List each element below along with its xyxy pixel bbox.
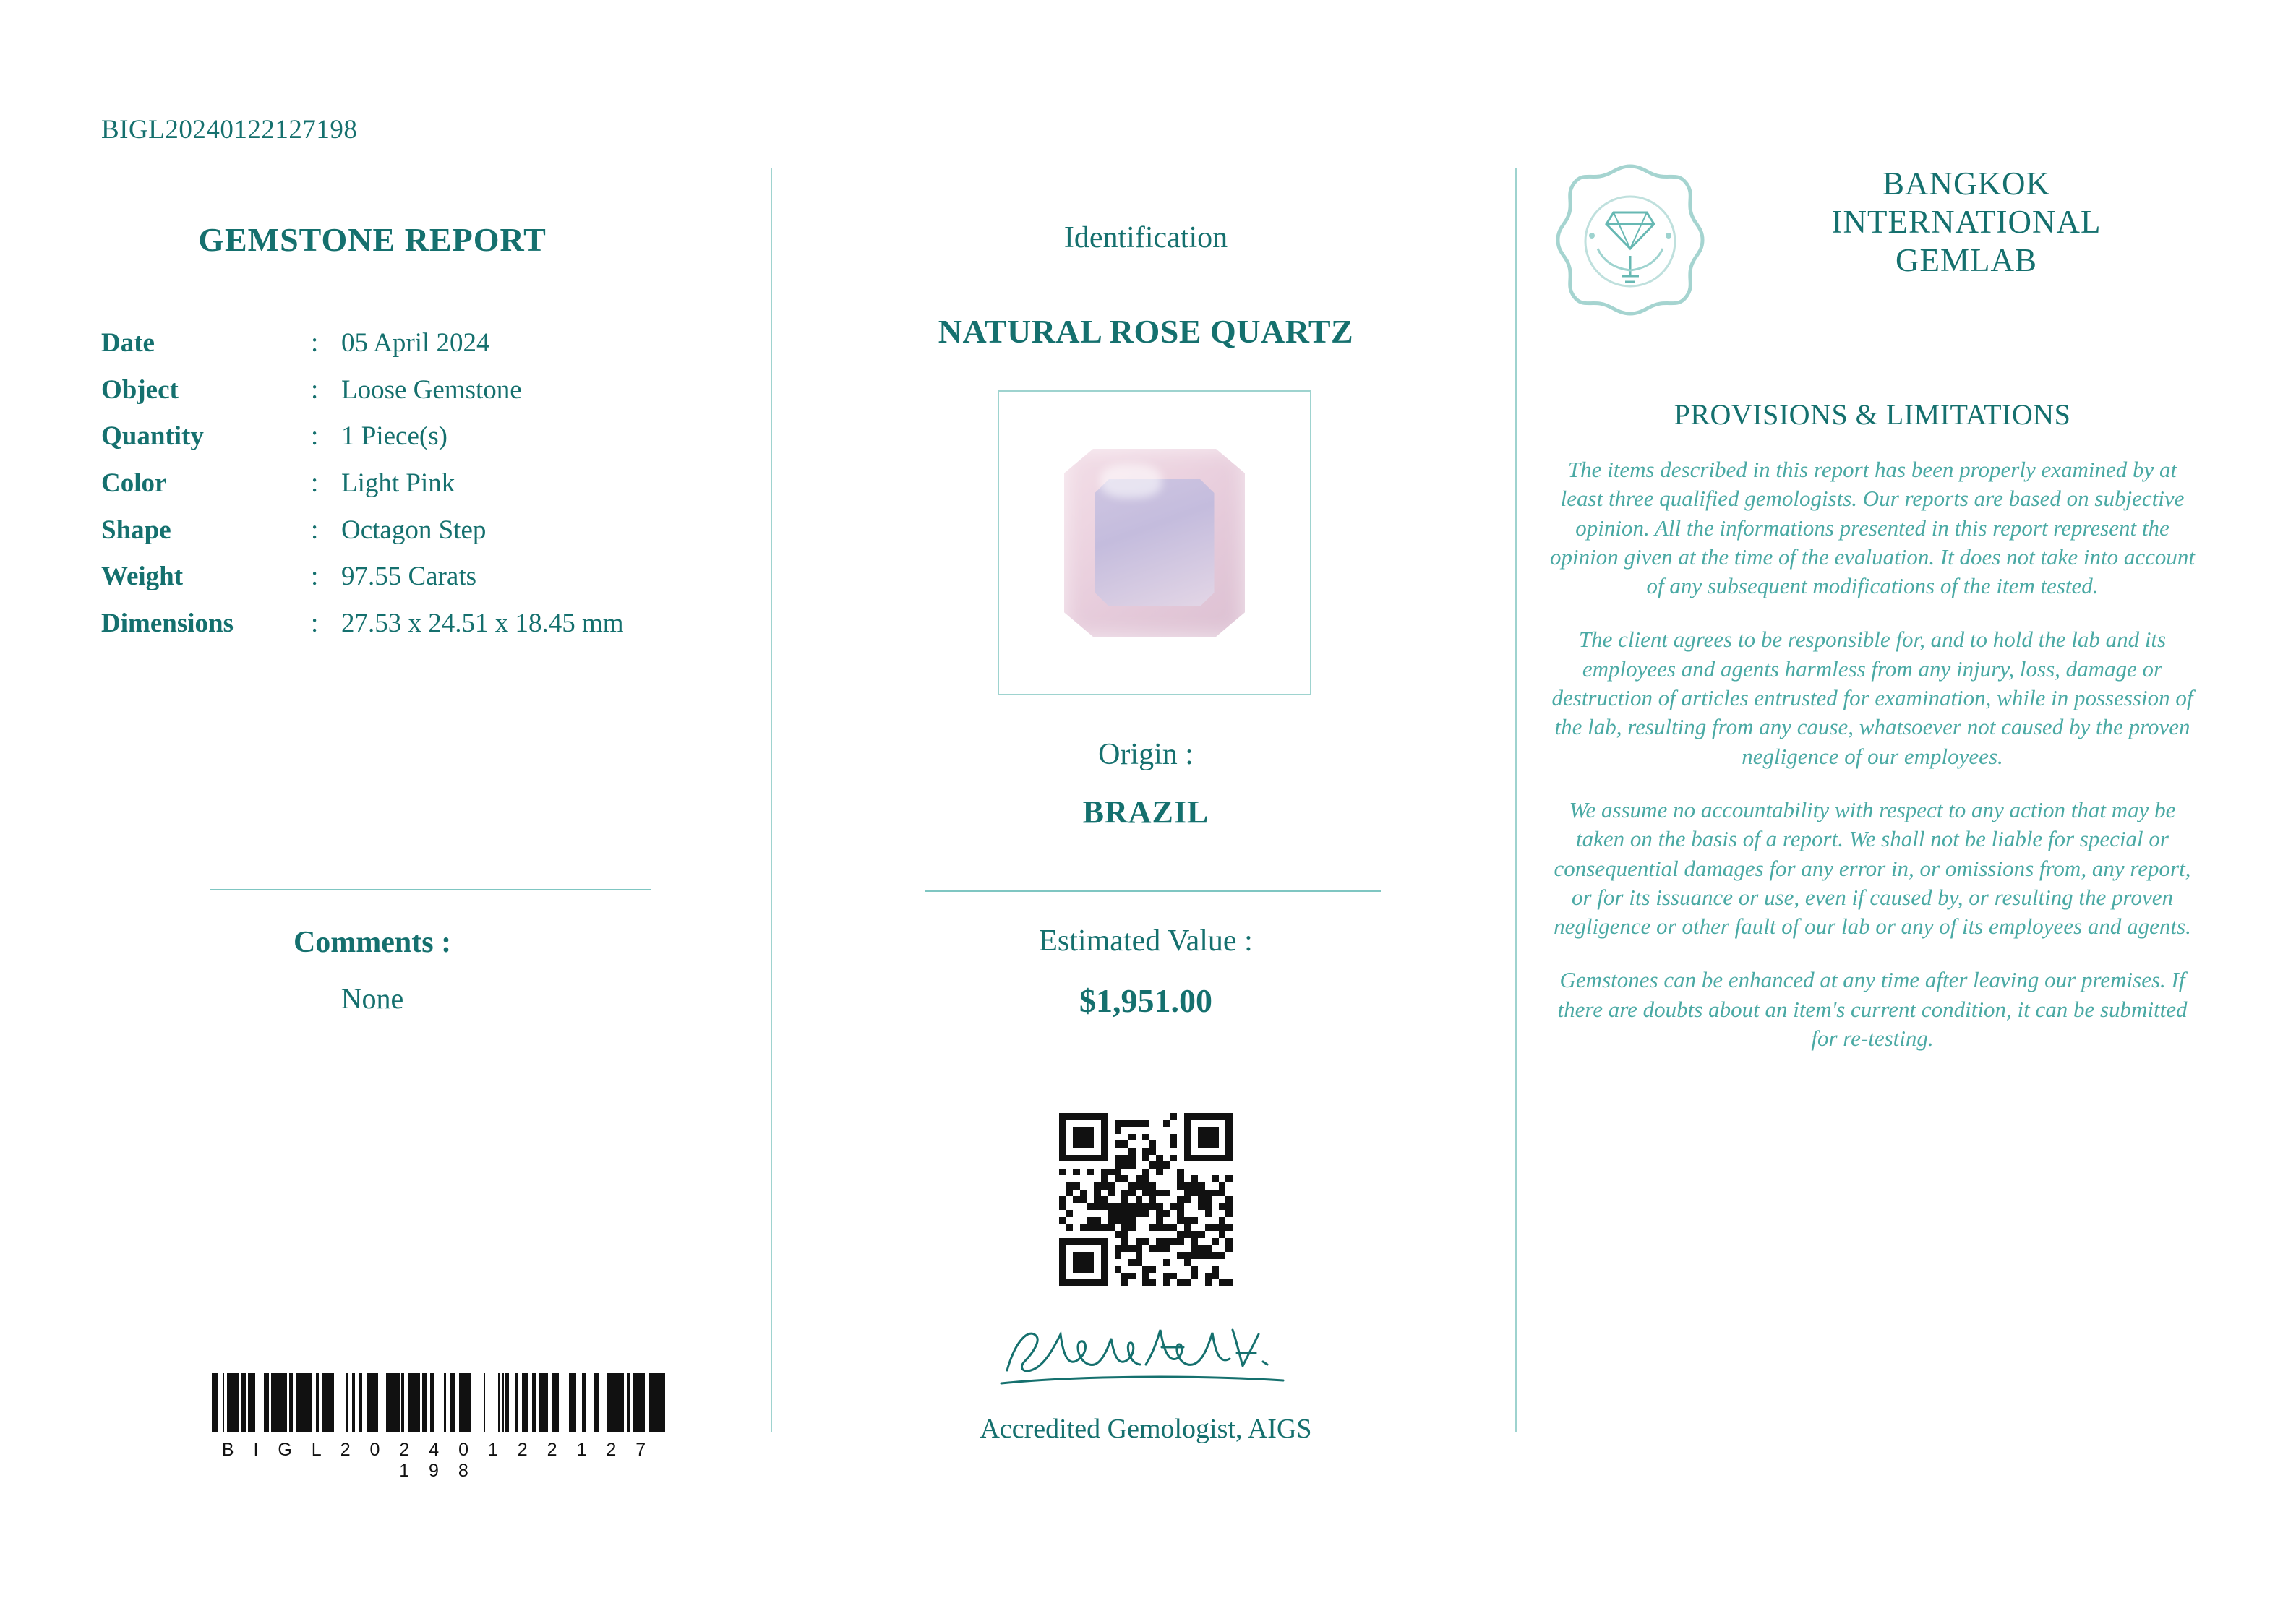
signature: [788, 1314, 1504, 1404]
spec-colon: :: [311, 609, 319, 639]
spec-label: Quantity: [101, 421, 204, 452]
lab-logo-icon: [1547, 160, 1713, 327]
column-divider-left: [771, 168, 772, 1432]
specification-table: [101, 329, 694, 656]
report-number: BIGL20240122127198: [101, 115, 358, 145]
gemstone-highlight: [1100, 464, 1162, 498]
lab-name: [1724, 165, 2209, 280]
table-row: [101, 562, 694, 609]
table-row: [101, 469, 694, 516]
lab-name-line2: INTERNATIONAL: [1831, 204, 2102, 241]
table-row: [101, 329, 694, 376]
origin-label: Origin :: [1098, 738, 1194, 771]
left-column: [87, 0, 759, 1624]
table-row: [101, 516, 694, 563]
identification-value: NATURAL ROSE QUARTZ: [938, 313, 1354, 350]
spec-value: 97.55 Carats: [341, 562, 477, 592]
estimated-value-amount: $1,951.00: [1079, 982, 1212, 1019]
spec-colon: :: [311, 328, 319, 358]
spec-value: 27.53 x 24.51 x 18.45 mm: [341, 609, 624, 639]
provisions-paragraph: The client agrees to be responsible for, and to hold the lab and its employees and agents harmless from any injury, loss, damage or destruction of articles entrusted for examination, while in possession of the lab, resulting from any cause, whatsoever not caused by the proven negligence of our employees.: [1551, 627, 2193, 769]
qr-code[interactable]: [1059, 1113, 1233, 1286]
spec-colon: :: [311, 515, 319, 545]
spec-value: Octagon Step: [341, 515, 487, 545]
spec-label: Date: [101, 328, 155, 358]
spec-value: 05 April 2024: [341, 328, 490, 358]
gemstone-image: [1064, 449, 1245, 637]
barcode-text: B I G L 2 0 2 4 0 1 2 2 1 2 7 1 9 8: [221, 1440, 654, 1481]
column-divider-right: [1515, 168, 1517, 1432]
spec-label: Weight: [101, 562, 184, 592]
gemologist-caption: Accredited Gemologist, AIGS: [980, 1414, 1312, 1444]
spec-label: Shape: [101, 515, 171, 545]
spec-label: Dimensions: [101, 609, 234, 639]
page-title: GEMSTONE REPORT: [198, 221, 547, 258]
provisions-paragraph: The items described in this report has been properly examined by at least three qualified gemologists. Our reports are based on subjective opinion. All the informations presented in this report represent the opinion given at the time of the evaluation. It does not take into account of any subsequent modifications of the item tested.: [1550, 457, 2195, 599]
provisions-paragraph: Gemstones can be enhanced at any time after leaving our premises. If there are doubts about an item's current condition, it can be submitted for re-testing.: [1557, 967, 2188, 1052]
table-row: [101, 422, 694, 469]
estimated-value-label: Estimated Value :: [1039, 924, 1253, 958]
spec-label: Object: [101, 374, 179, 405]
barcode-bars: [210, 1373, 665, 1432]
spec-colon: :: [311, 374, 319, 405]
provisions-title: PROVISIONS & LIMITATIONS: [1674, 398, 2071, 431]
table-row: [101, 376, 694, 423]
right-column: [1533, 0, 2212, 1624]
identification-label: Identification: [1063, 221, 1228, 254]
provisions-paragraph: We assume no accountability with respect to any action that may be taken on the basis of a report. We shall not be liable for special or consequential damages for any error in, or omissions from, any report, or for its issuance or use, even if caused by, or resulting the proven negligence or other fault of our lab or any of its employees and agents.: [1554, 796, 2191, 940]
spec-label: Color: [101, 468, 167, 499]
middle-column: [788, 0, 1504, 1624]
provisions-body: [1547, 455, 2198, 1078]
spec-value: Loose Gemstone: [341, 374, 522, 405]
table-row: [101, 609, 694, 656]
comments-title: Comments :: [293, 926, 452, 959]
lab-name-line1: BANGKOK: [1882, 166, 2050, 202]
spec-colon: :: [311, 562, 319, 592]
divider: [925, 890, 1381, 892]
gemstone-table-facet: [1095, 479, 1215, 607]
spec-colon: :: [311, 468, 319, 499]
spec-value: Light Pink: [341, 468, 455, 499]
origin-value: BRAZIL: [1082, 794, 1209, 830]
comments-value: None: [340, 982, 404, 1015]
spec-value: 1 Piece(s): [341, 421, 447, 452]
spec-colon: :: [311, 421, 319, 452]
divider: [210, 889, 651, 890]
lab-name-line3: GEMLAB: [1896, 242, 2037, 279]
signature-icon: [994, 1314, 1298, 1401]
barcode: [210, 1373, 665, 1482]
gemstone-image-frame: [998, 390, 1311, 695]
